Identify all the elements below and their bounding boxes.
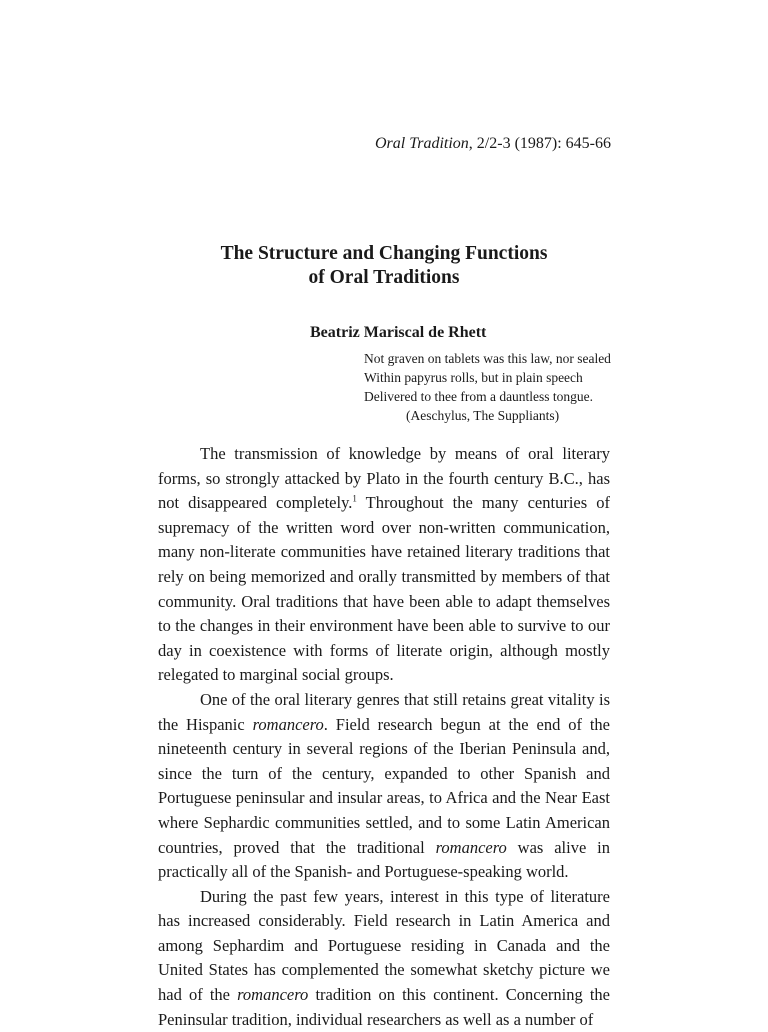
paragraph-text: was alive in practically all of the Spanish- and Portuguese-speaking world. xyxy=(158,837,611,882)
title-line-1: The Structure and Changing Functions xyxy=(220,243,548,264)
epigraph-line: Delivered to thee from a dauntless tongue. xyxy=(364,389,594,404)
journal-citation xyxy=(375,135,611,153)
author-name: Beatriz Mariscal de Rhett xyxy=(310,324,487,341)
epigraph-line: Not graven on tablets was this law, nor sealed xyxy=(364,351,611,366)
epigraph xyxy=(364,349,611,425)
paragraph-text: tradition on this continent. Concerning the Peninsular tradition, individual researchers as well as a number of xyxy=(158,985,610,1029)
paragraph-text: One of the oral literary genres that still retains great vitality is the Hispanic xyxy=(158,689,610,734)
body-text xyxy=(158,442,610,1032)
italic-term: romancero xyxy=(252,714,324,734)
paragraph-text: Throughout the many centuries of supremacy of the written word over non-written communication, many non-literate communities have retained literary traditions that rely on being memorized and orally transmitted by members of that community. Oral traditions that have been able to adapt themselves to the changes in their environment have been able to survive to our day in coexistence with forms of literate origin, although mostly relegated to marginal social groups. xyxy=(158,493,610,685)
epigraph-source: (Aeschylus, The Suppliants) xyxy=(406,408,560,423)
paragraph-1 xyxy=(158,442,610,688)
paragraph-text: During the past few years, interest in this type of literature has increased considerably. Field research in Latin America and among Sephardim and Portuguese residing in Canada and the United States has complemented the somewhat sketchy picture we had of the xyxy=(158,886,610,1005)
article-title xyxy=(0,242,768,290)
paragraph-text: The transmission of knowledge by means of oral literary forms, so strongly attacked by Plato in the fourth century B.C., has not disappeared completely. xyxy=(158,444,610,513)
footnote-marker[interactable]: 1 xyxy=(352,493,357,504)
journal-name: Oral Tradition xyxy=(374,135,469,152)
italic-term: romancero xyxy=(237,985,309,1005)
title-line-2: of Oral Traditions xyxy=(308,267,460,288)
epigraph-line: Within papyrus rolls, but in plain speech xyxy=(364,370,583,385)
paragraph-2 xyxy=(158,688,610,885)
paragraph-text: . Field research begun at the end of the nineteenth century in several regions of the Iberian Peninsula and, since the turn of the century, expanded to other Spanish and Portuguese peninsular and insular areas, to Africa and the Near East where Sephardic communities settled, and to some Latin American countries, proved that the traditional xyxy=(158,714,610,857)
italic-term: romancero xyxy=(435,837,507,857)
paragraph-3 xyxy=(158,885,610,1032)
citation-details: , 2/2-3 (1987): 645-66 xyxy=(468,135,611,152)
